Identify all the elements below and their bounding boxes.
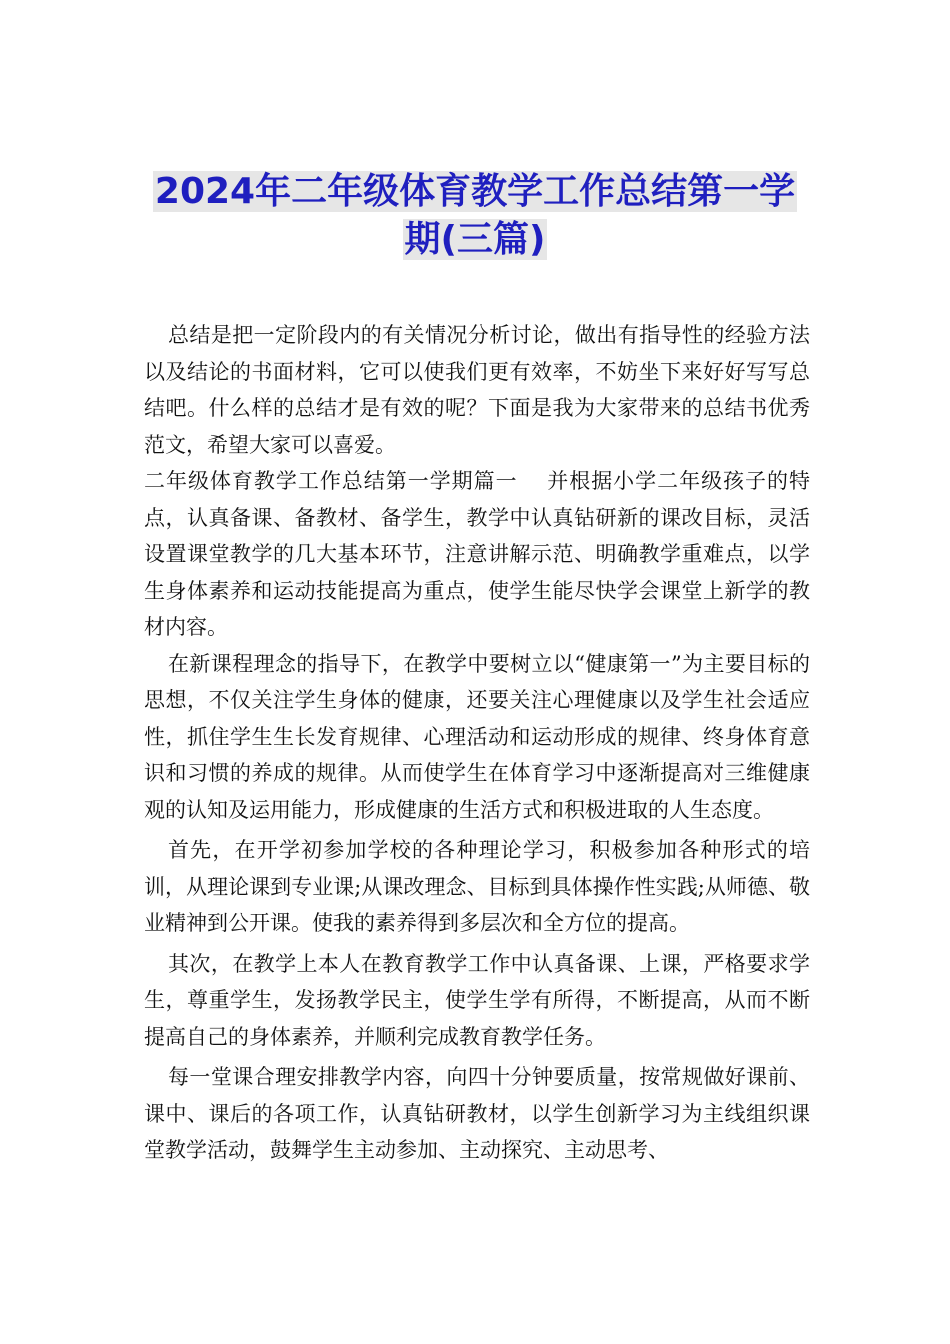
paragraph-first: 首先，在开学初参加学校的各种理论学习，积极参加各种形式的培训，从理论课到专业课;从课改理念、目标到具体操作性实践;从师德、敬业精神到公开课。使我的素养得到多层次和全方位的提高。 [144,838,810,935]
paragraph-second: 其次，在教学上本人在教育教学工作中认真备课、上课，严格要求学生，尊重学生，发扬教学民主，使学生学有所得，不断提高，从而不断提高自己的身体素养，并顺利完成教育教学任务。 [144,951,810,1049]
title-line-1: 2024年二年级体育教学工作总结第一学 [154,171,796,212]
paragraph-intro: 总结是把一定阶段内的有关情况分析讨论，做出有指导性的经验方法以及结论的书面材料，它可以使我们更有效率，不妨坐下来好好写写总结吧。什么样的总结才是有效的呢？下面是我为大家带来的总结书优秀范文，希望大家可以喜爱。 [144,323,810,457]
document-title [95,168,855,264]
paragraph-section-heading: 二年级体育教学工作总结第一学期篇一 并根据小学二年级孩子的特点，认真备课、备教材、备学生，教学中认真钻研新的课改目标，灵活设置课堂教学的几大基本环节，注意讲解示范、明确教学重难点，以学生身体素养和运动技能提高为重点，使学生能尽快学会课堂上新学的教材内容。 [144,469,810,639]
paragraph-every-class: 每一堂课合理安排教学内容，向四十分钟要质量，按常规做好课前、课中、课后的各项工作，认真钻研教材，以学生创新学习为主线组织课堂教学活动，鼓舞学生主动参加、主动探究、主动思考、 [144,1065,810,1162]
document-body [144,317,810,1169]
paragraph-new-curriculum: 在新课程理念的指导下，在教学中要树立以“健康第一”为主要目标的思想，不仅关注学生身体的健康，还要关注心理健康以及学生社会适应性，抓住学生生长发育规律、心理活动和运动形成的规律、终身体育意识和习惯的养成的规律。从而使学生在体育学习中逐渐提高对三维健康观的认知及运用能力，形成健康的生活方式和积极进取的人生态度。 [144,651,810,822]
title-line-2: 期(三篇) [404,219,546,260]
